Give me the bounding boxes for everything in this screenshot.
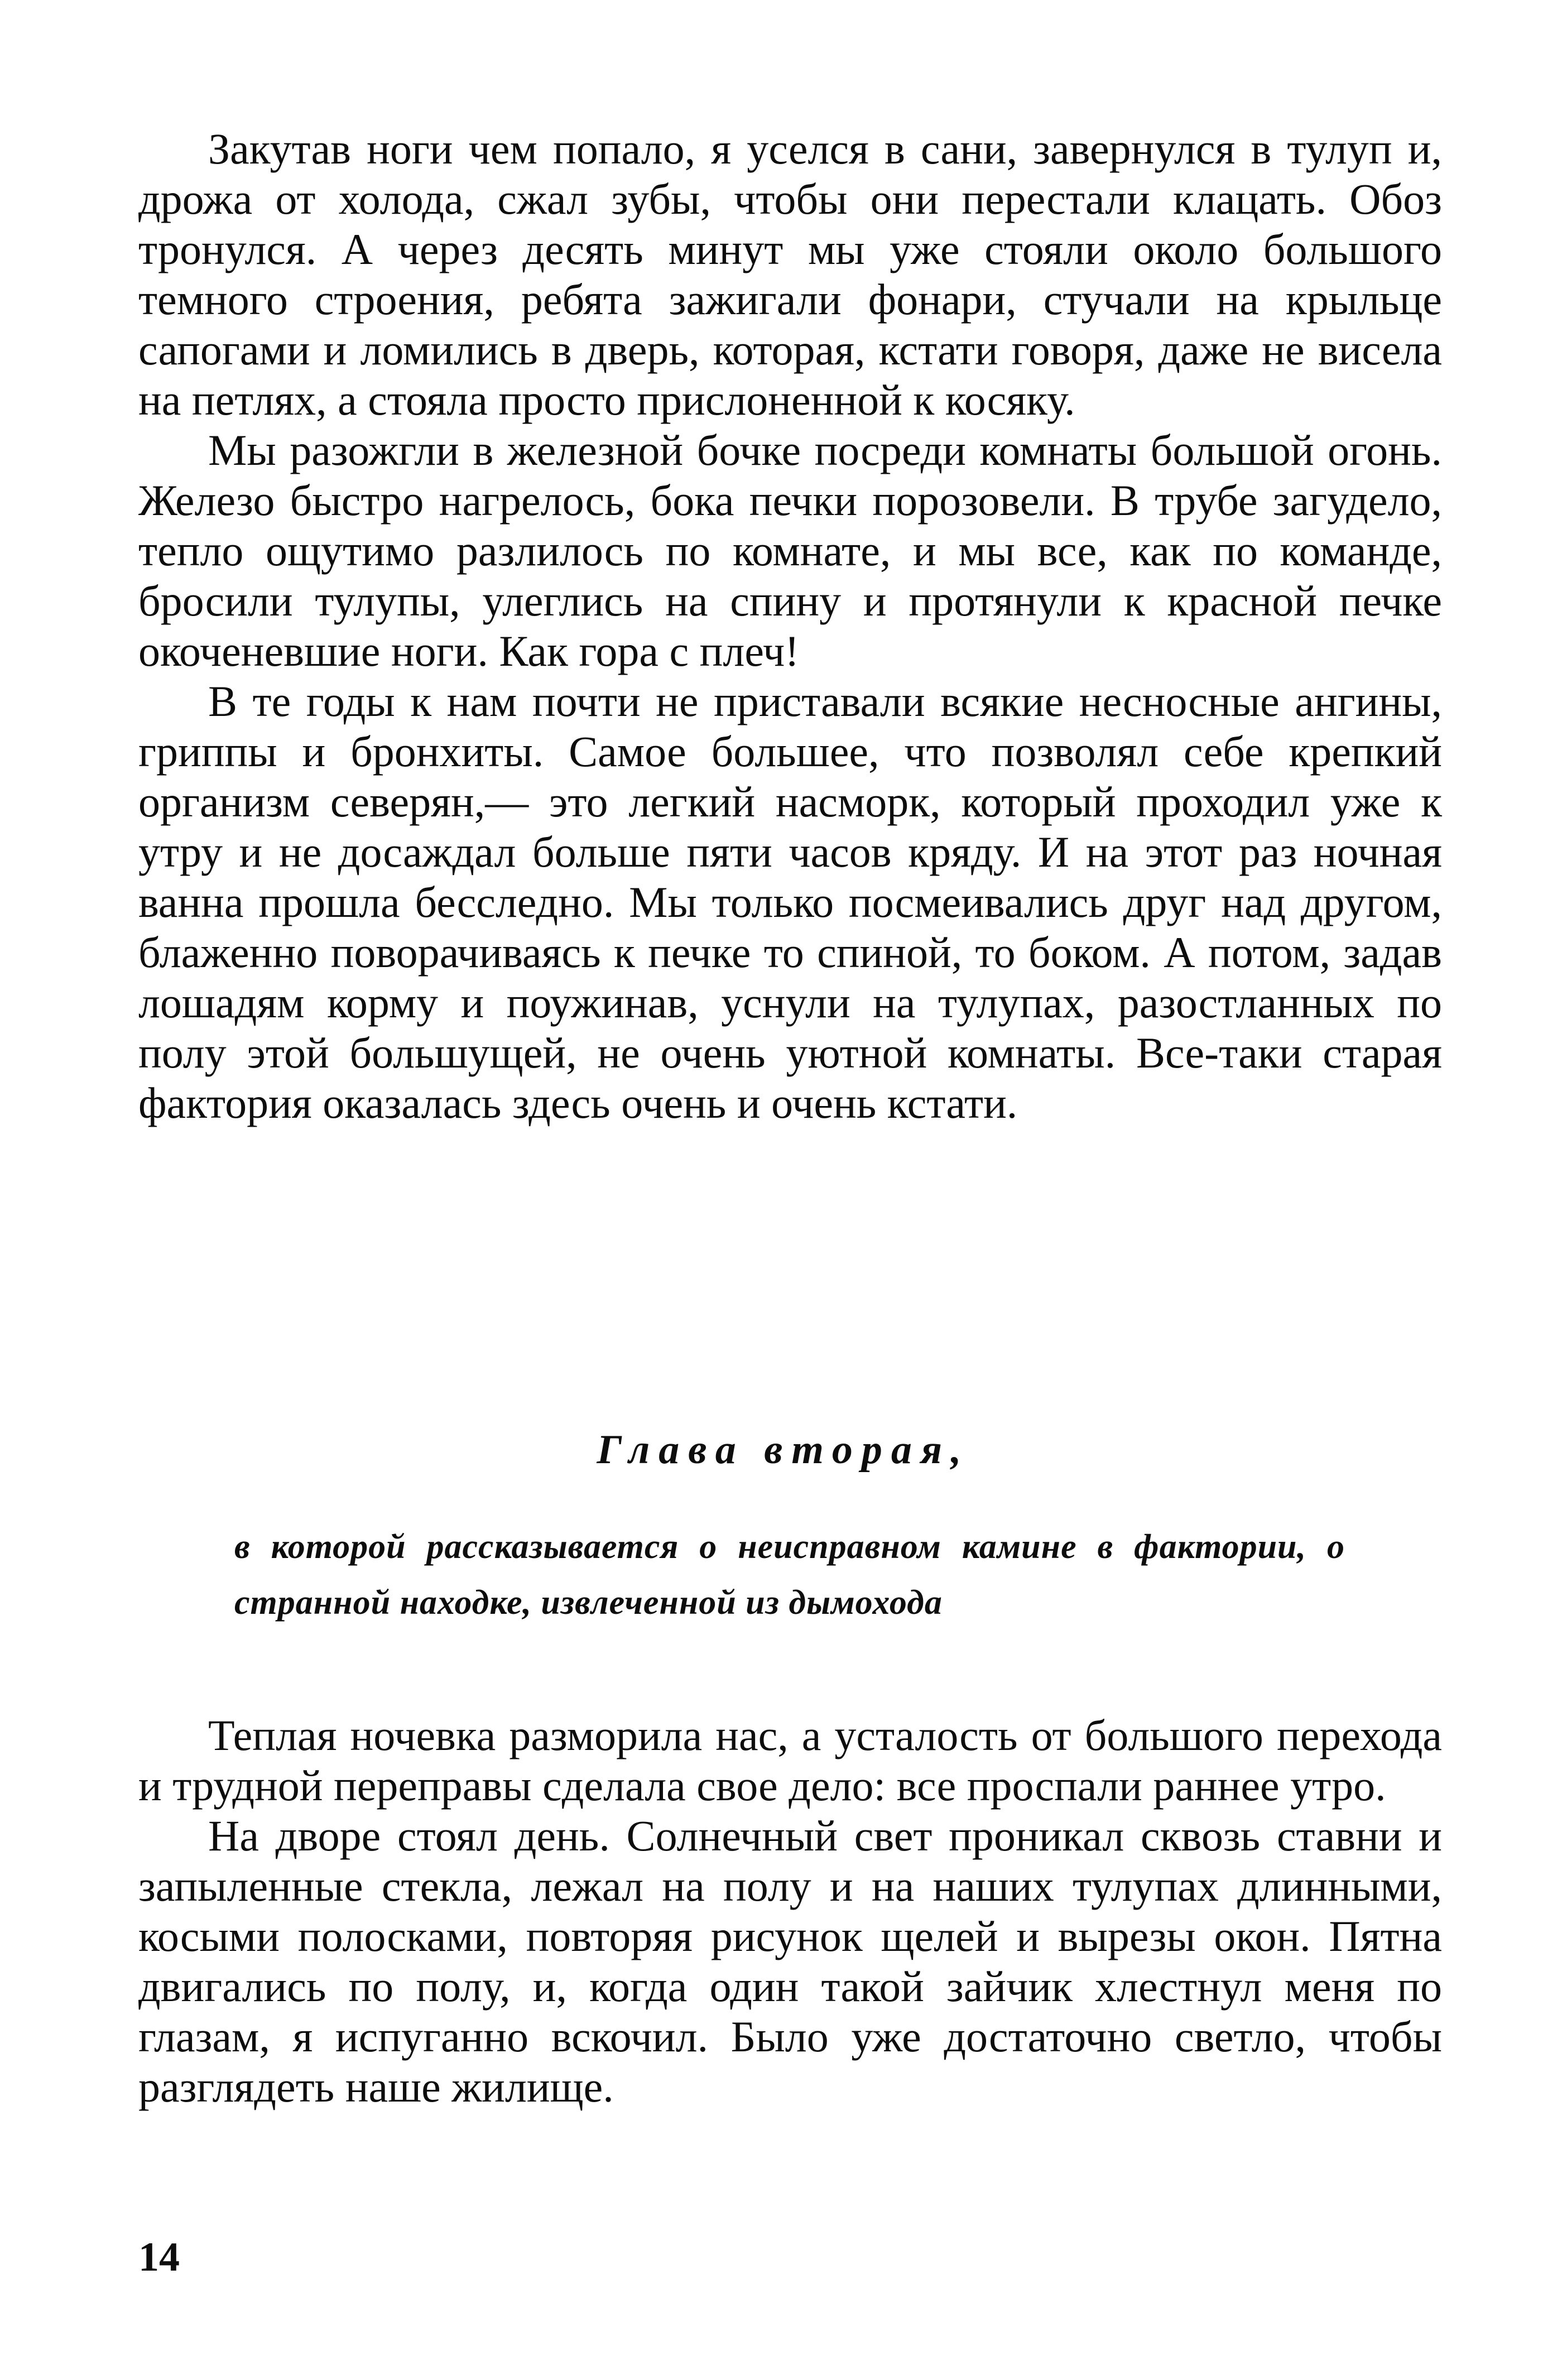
chapter-title: Глава вторая, [597, 1427, 970, 1473]
paragraph: Закутав ноги чем попало, я уселся в сани, завернулся в тулуп и, дрожа от холода, сжал зубы, чтобы они перестали клацать. Обоз тронулся. А через десять минут мы уже стояли около большого темного строения, ребята зажигали фонари, стучали на крыльце сапогами и ломились в дверь, которая, кстати говоря, даже не висела на петлях, а стояла просто прислоненной к косяку. [138, 124, 1442, 424]
chapter-subtitle: в которой рассказывается о неисправном камине в фактории, о странной находке, извлеченной из дымохода [234, 1528, 1345, 1622]
paragraph: На дворе стоял день. Солнечный свет проникал сквозь ставни и запыленные стекла, лежал на полу и на наших тулупах длинными, косыми полосками, повторяя рисунок щелей и вырезы окон. Пятна двигались по полу, и, когда один такой зайчик хлестнул меня по глазам, я испуганно вскочил. Было уже достаточно светло, чтобы разглядеть наше жилище. [138, 1811, 1442, 2111]
paragraph: Мы разожгли в железной бочке посреди комнаты большой огонь. Железо быстро нагрелось, бока печки порозовели. В трубе загудело, тепло ощутимо разлилось по комнате, и мы все, как по команде, бросили тулупы, улеглись на спину и протянули к красной печке окоченевшие ноги. Как гора с плеч! [138, 426, 1442, 675]
body-text-after-chapter [138, 1710, 1442, 2112]
body-text-before-chapter [138, 124, 1442, 1128]
paragraph: Теплая ночевка разморила нас, а усталость от большого перехода и трудной переправы сделала свое дело: все проспали раннее утро. [138, 1711, 1442, 1810]
paragraph: В те годы к нам почти не приставали всякие несносные ангины, гриппы и бронхиты. Самое большее, что позволял себе крепкий организм северян,— это легкий насморк, который проходил уже к утру и не досаждал больше пяти часов кряду. И на этот раз ночная ванна прошла бесследно. Мы только посмеивались друг над другом, блаженно поворачиваясь к печке то спиной, то боком. А потом, задав лошадям корму и поужинав, уснули на тулупах, разостланных по полу этой большущей, не очень уютной комнаты. Все-таки старая фактория оказалась здесь очень и очень кстати. [138, 677, 1442, 1127]
page-number: 14 [138, 2234, 180, 2280]
